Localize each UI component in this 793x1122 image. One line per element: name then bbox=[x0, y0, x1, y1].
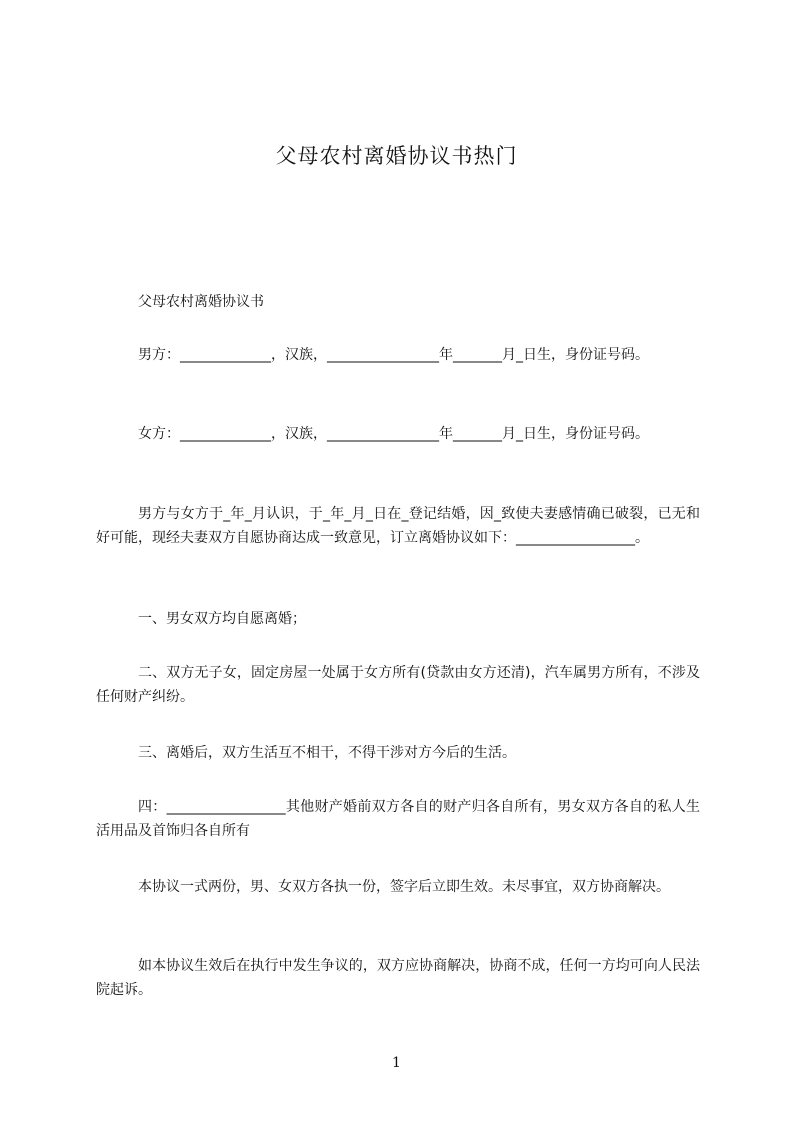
clause-two: 二、双方无子女，固定房屋一处属于女方所有(贷款由女方还清)，汽车属男方所有，不涉及任何财产纠纷。 bbox=[96, 665, 700, 705]
clause-four: 四：_________________其他财产婚前双方各自的财产归各自所有，男女双方各自的私人生活用品及首饰归各自所有 bbox=[96, 799, 700, 839]
marriage-background: 男方与女方于_年_月认识，于_年_月_日在_登记结婚，因_致使夫妻感情确已破裂，已无和好可能，现经夫妻双方自愿协商达成一致意见，订立离婚协议如下：_________________。 bbox=[96, 506, 700, 546]
female-party-info: 女方：_____________，汉族，________________年_______月_日生，身份证号码。 bbox=[138, 426, 649, 442]
page-number: 1 bbox=[392, 1055, 401, 1071]
agreement-heading: 父母农村离婚协议书 bbox=[138, 294, 264, 310]
clause-one: 一、男女双方均自愿离婚； bbox=[138, 611, 306, 627]
clause-three: 三、离婚后，双方生活互不相干，不得干涉对方今后的生活。 bbox=[138, 745, 516, 761]
copies-clause: 本协议一式两份，男、女双方各执一份，签字后立即生效。未尽事宜，双方协商解决。 bbox=[138, 879, 670, 895]
dispute-clause: 如本协议生效后在执行中发生争议的，双方应协商解决，协商不成，任何一方均可向人民法院起诉。 bbox=[96, 958, 700, 998]
male-party-info: 男方：_____________，汉族，________________年_______月_日生，身份证号码。 bbox=[138, 347, 649, 363]
document-title: 父母农村离婚协议书热门 bbox=[275, 144, 518, 168]
